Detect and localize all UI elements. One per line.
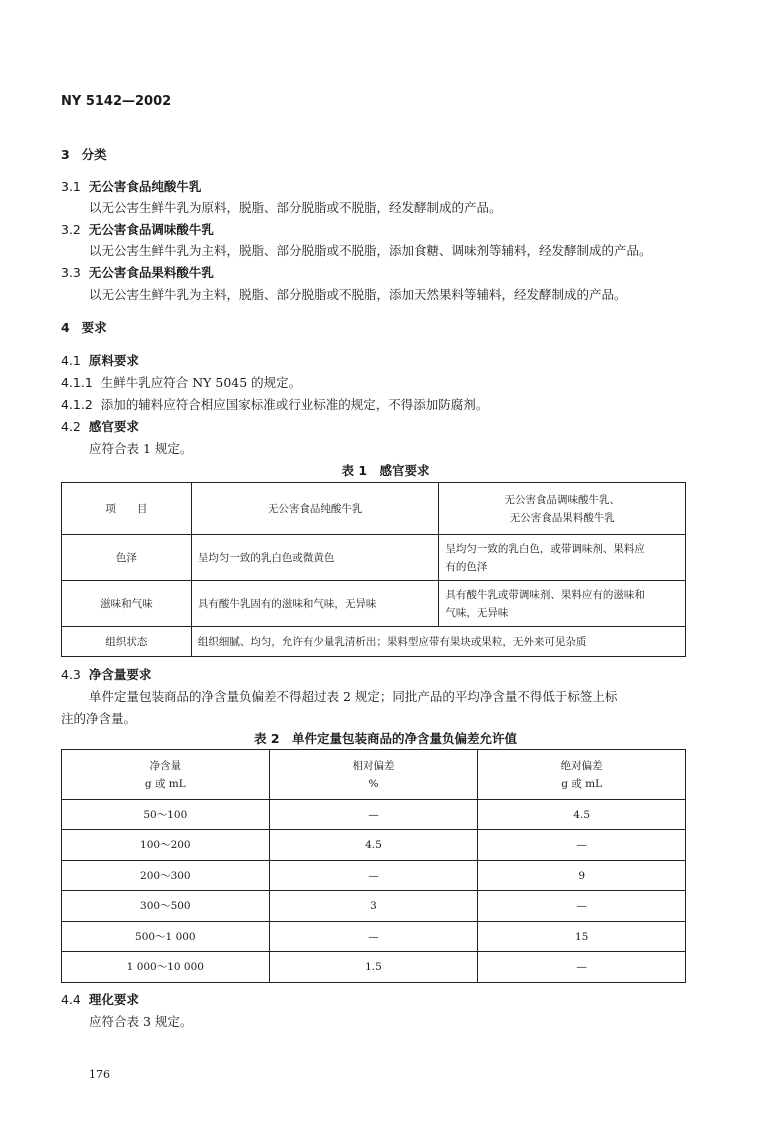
section-text: 添加的辅料应符合相应国家标准或行业标准的规定，不得添加防腐剂。: [100, 397, 489, 412]
section-3-heading: [61, 145, 107, 163]
header-line: 无公害食品果料酸牛乳: [509, 511, 615, 524]
cell-relative: —: [269, 861, 478, 891]
section-title: 分类: [81, 147, 107, 162]
section-title: 无公害食品纯酸牛乳: [88, 179, 202, 194]
cell-relative: 3: [269, 891, 478, 922]
table-2: [61, 749, 686, 983]
section-3-2-heading: [61, 220, 214, 238]
cell-absolute: 4.5: [478, 800, 686, 830]
section-title: 净含量要求: [88, 667, 152, 682]
section-number: 3.2: [61, 222, 81, 237]
section-3-3-heading: [61, 263, 214, 281]
cell-absolute: 15: [478, 922, 686, 952]
cell-absolute: —: [478, 830, 686, 861]
section-title: 无公害食品果料酸牛乳: [88, 265, 214, 280]
cell-line: 具有酸牛乳或带调味剂、果料应有的滋味和: [445, 588, 645, 601]
table-row: [62, 581, 686, 627]
table-2-caption: 表 2 单件定量包装商品的净含量负偏差允许值: [253, 731, 518, 746]
table-1: [61, 482, 686, 657]
table-1-caption: 表 1 感官要求: [341, 463, 430, 478]
row-item: 组织状态: [62, 627, 192, 657]
table-row: [62, 952, 686, 983]
row-flavored: [439, 535, 686, 581]
table-row: [62, 535, 686, 581]
section-number: 3: [61, 147, 70, 162]
page-number: 176: [89, 1068, 110, 1081]
table-header-row: [62, 750, 686, 800]
header-line: 净含量: [149, 759, 182, 772]
cell-net: 50～100: [62, 800, 270, 830]
header-line: g 或 mL: [144, 777, 186, 790]
section-number: 4.1: [61, 353, 81, 368]
section-4-3-heading: [61, 665, 151, 683]
table-row: [62, 830, 686, 861]
cell-net: 500～1 000: [62, 922, 270, 952]
row-item: 色泽: [62, 535, 192, 581]
section-4-1-2: [61, 395, 488, 413]
header-net-content: [62, 750, 270, 800]
section-4-1-heading: [61, 351, 139, 369]
section-4-2-text: 应符合表 1 规定。: [89, 441, 193, 456]
table-row: [62, 627, 686, 657]
section-title: 原料要求: [88, 353, 139, 368]
table-row: [62, 800, 686, 830]
section-title: 要求: [81, 320, 107, 335]
section-number: 3.3: [61, 265, 81, 280]
table-row: [62, 922, 686, 952]
header-line: 相对偏差: [352, 759, 395, 772]
table-row: [62, 861, 686, 891]
section-text: 生鲜牛乳应符合 NY 5045 的规定。: [100, 375, 302, 390]
section-number: 3.1: [61, 179, 81, 194]
cell-net: 100～200: [62, 830, 270, 861]
cell-relative: —: [269, 800, 478, 830]
cell-line: 气味，无异味: [445, 606, 509, 619]
section-3-2-text: 以无公害生鲜牛乳为主料，脱脂、部分脱脂或不脱脂，添加食糖、调味剂等辅料，经发酵制成的产品。: [89, 243, 652, 258]
header-line: %: [368, 777, 379, 790]
cell-absolute: —: [478, 891, 686, 922]
section-title: 感官要求: [88, 419, 139, 434]
cell-net: 1 000～10 000: [62, 952, 270, 983]
cell-relative: 1.5: [269, 952, 478, 983]
section-number: 4.1.2: [61, 397, 93, 412]
cell-line: 有的色泽: [445, 560, 488, 573]
section-4-3-text-line2: 注的净含量。: [61, 711, 137, 726]
cell-net: 300～500: [62, 891, 270, 922]
section-3-3-text: 以无公害生鲜牛乳为主料，脱脂、部分脱脂或不脱脂，添加天然果料等辅料，经发酵制成的产品。: [89, 287, 627, 302]
standard-code: NY 5142—2002: [61, 94, 172, 109]
row-item: 滋味和气味: [62, 581, 192, 627]
header-plain-yogurt: 无公害食品纯酸牛乳: [191, 483, 439, 535]
row-plain: 呈均匀一致的乳白色或微黄色: [191, 535, 439, 581]
section-4-heading: [61, 318, 107, 336]
header-relative-deviation: [269, 750, 478, 800]
header-flavored-yogurt: [439, 483, 686, 535]
section-4-1-1: [61, 373, 301, 391]
table-header-row: [62, 483, 686, 535]
cell-absolute: 9: [478, 861, 686, 891]
section-4-2-heading: [61, 417, 139, 435]
row-flavored: [439, 581, 686, 627]
section-title: 无公害食品调味酸牛乳: [88, 222, 214, 237]
section-number: 4: [61, 320, 70, 335]
section-number: 4.3: [61, 667, 81, 682]
table-row: [62, 891, 686, 922]
header-line: g 或 mL: [561, 777, 603, 790]
section-3-1-text: 以无公害生鲜牛乳为原料，脱脂、部分脱脂或不脱脂，经发酵制成的产品。: [89, 200, 502, 215]
row-merged: 组织细腻、均匀，允许有少量乳清析出；果料型应带有果块或果粒，无外来可见杂质: [191, 627, 685, 657]
cell-net: 200～300: [62, 861, 270, 891]
cell-absolute: —: [478, 952, 686, 983]
cell-relative: —: [269, 922, 478, 952]
cell-relative: 4.5: [269, 830, 478, 861]
section-3-1-heading: [61, 177, 201, 195]
section-title: 理化要求: [88, 992, 139, 1007]
section-number: 4.2: [61, 419, 81, 434]
section-4-4-heading: [61, 990, 139, 1008]
header-line: 无公害食品调味酸牛乳、: [504, 493, 620, 506]
row-plain: 具有酸牛乳固有的滋味和气味，无异味: [191, 581, 439, 627]
section-number: 4.4: [61, 992, 81, 1007]
cell-line: 呈均匀一致的乳白色，或带调味剂、果料应: [445, 542, 645, 555]
header-absolute-deviation: [478, 750, 686, 800]
header-line: 绝对偏差: [560, 759, 603, 772]
header-item: 项 目: [62, 483, 192, 535]
section-4-4-text: 应符合表 3 规定。: [89, 1014, 193, 1029]
section-4-3-text-line1: 单件定量包装商品的净含量负偏差不得超过表 2 规定；同批产品的平均净含量不得低于标签上标: [89, 689, 618, 704]
section-number: 4.1.1: [61, 375, 93, 390]
